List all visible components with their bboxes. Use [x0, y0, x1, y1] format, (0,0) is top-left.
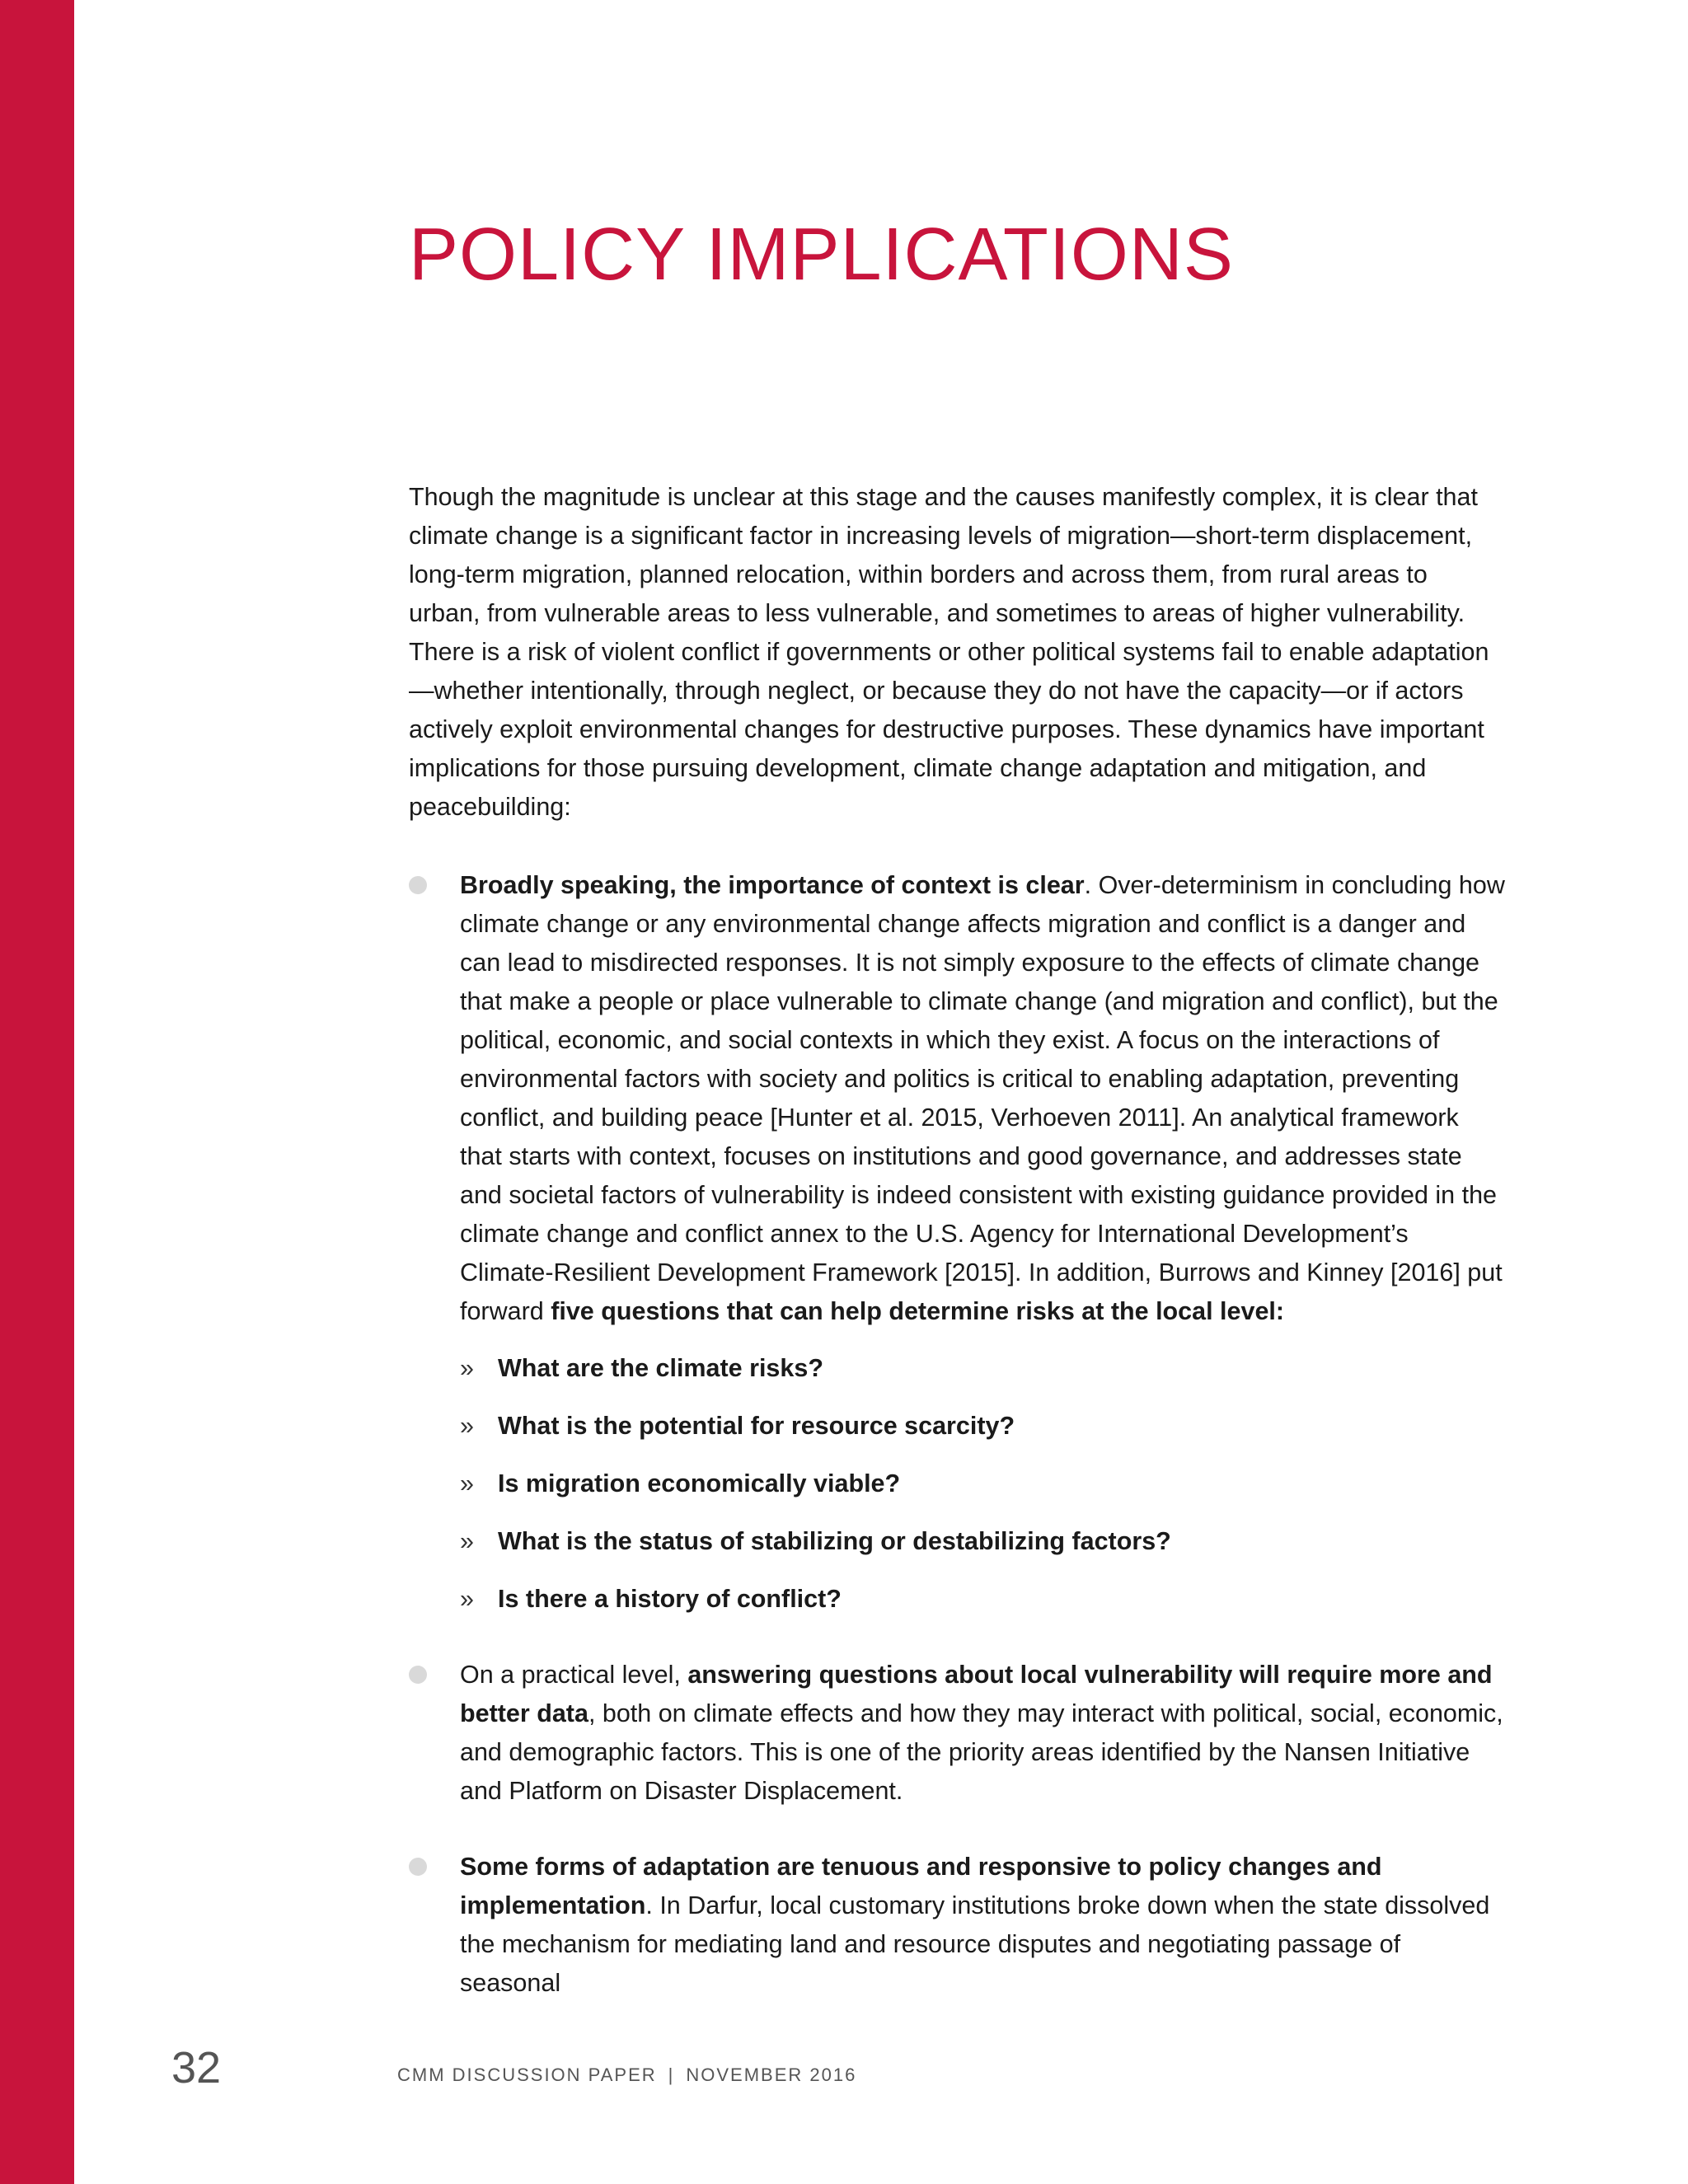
red-side-bar — [0, 0, 74, 2184]
bullet-dot-icon — [409, 876, 427, 894]
chevron-double-right-icon: » — [460, 1354, 474, 1382]
bullet-paragraph — [460, 1656, 1505, 1811]
chevron-double-right-icon: » — [460, 1469, 474, 1497]
question-text: What are the climate risks? — [498, 1354, 823, 1382]
question-item — [460, 1407, 1505, 1446]
page-number: 32 — [171, 2043, 222, 2093]
bullet-dot-icon — [409, 1858, 427, 1876]
question-item — [460, 1465, 1505, 1503]
page-title: POLICY IMPLICATIONS — [409, 213, 1234, 296]
question-item — [460, 1580, 1505, 1619]
bullet-text: . Over-determinism in concluding how climate change or any environmental change affects migration and conflict is a danger and can lead to misdirected responses. It is not simply exposure to the effects of climate change that make a people or place vulnerable to climate change (and migration and conflict), but the political, economic, and social contexts in which they exist. A focus on the interactions of environmental factors with society and politics is critical to enabling adaptation, preventing conflict, and building peace [Hunter et al. 2015, Verhoeven 2011]. An analytical framework that starts with context, focuses on institutions and good governance, and addresses state and societal factors of vulnerability is indeed consistent with existing guidance provided in the climate change and conflict annex to the U.S. Agency for International Development’s Climate-Resilient Development Framework [2015]. In addition, Burrows and Kinney [2016] put forward — [460, 871, 1505, 1325]
bullet-context — [409, 866, 1505, 1619]
footer — [397, 2064, 856, 2086]
chevron-double-right-icon: » — [460, 1527, 474, 1555]
policy-bullet-list — [409, 866, 1505, 2003]
intro-paragraph: Though the magnitude is unclear at this stage and the causes manifestly complex, it is clear that climate change is a significant factor in increasing levels of migration—short-term displacement, long-term migration, planned relocation, within borders and across them, from rural areas to urban, from vulnerable areas to less vulnerable, and sometimes to areas of higher vulnerability. There is a risk of violent conflict if governments or other political systems fail to enable adaptation—whether intentionally, through neglect, or because they do not have the capacity—or if actors actively exploit environmental changes for destructive purposes. These dynamics have important implications for those pursuing development, climate change adaptation and mitigation, and peacebuilding: — [409, 483, 1489, 821]
main-content — [409, 478, 1505, 2040]
question-text: What is the potential for resource scarcity? — [498, 1412, 1015, 1440]
bullet-paragraph — [460, 1848, 1505, 2003]
bullet-tail-bold: five questions that can help determine risks at the local level: — [551, 1297, 1285, 1325]
bullet-bold: answering questions about local vulnerability will require more and better data — [460, 1661, 1493, 1727]
bullet-lead-bold: Some forms of adaptation are tenuous and responsive to policy changes and implementation — [460, 1853, 1382, 1919]
bullet-text: , both on climate effects and how they may interact with political, social, economic, and demographic factors. This is one of the priority areas identified by the Nansen Initiative and Platform on Disaster Displacement. — [460, 1699, 1503, 1805]
question-item — [460, 1349, 1505, 1388]
chevron-double-right-icon: » — [460, 1412, 474, 1440]
bullet-lead: On a practical level, — [460, 1661, 688, 1689]
bullet-adaptation — [409, 1848, 1505, 2003]
question-list — [460, 1349, 1505, 1619]
question-text: Is migration economically viable? — [498, 1469, 901, 1497]
bullet-data — [409, 1656, 1505, 1811]
chevron-double-right-icon: » — [460, 1585, 474, 1613]
bullet-dot-icon — [409, 1666, 427, 1684]
bullet-paragraph — [460, 866, 1505, 1331]
question-item — [460, 1522, 1505, 1561]
question-text: Is there a history of conflict? — [498, 1585, 842, 1613]
bullet-lead-bold: Broadly speaking, the importance of context is clear — [460, 871, 1085, 899]
bullet-text: . In Darfur, local customary institutions broke down when the state dissolved the mechanism for mediating land and resource disputes and negotiating passage of seasonal — [460, 1891, 1490, 1997]
question-text: What is the status of stabilizing or destabilizing factors? — [498, 1527, 1171, 1555]
footer-publication: CMM DISCUSSION PAPER — [397, 2064, 657, 2085]
footer-separator: | — [668, 2064, 675, 2085]
footer-date: NOVEMBER 2016 — [686, 2064, 857, 2085]
